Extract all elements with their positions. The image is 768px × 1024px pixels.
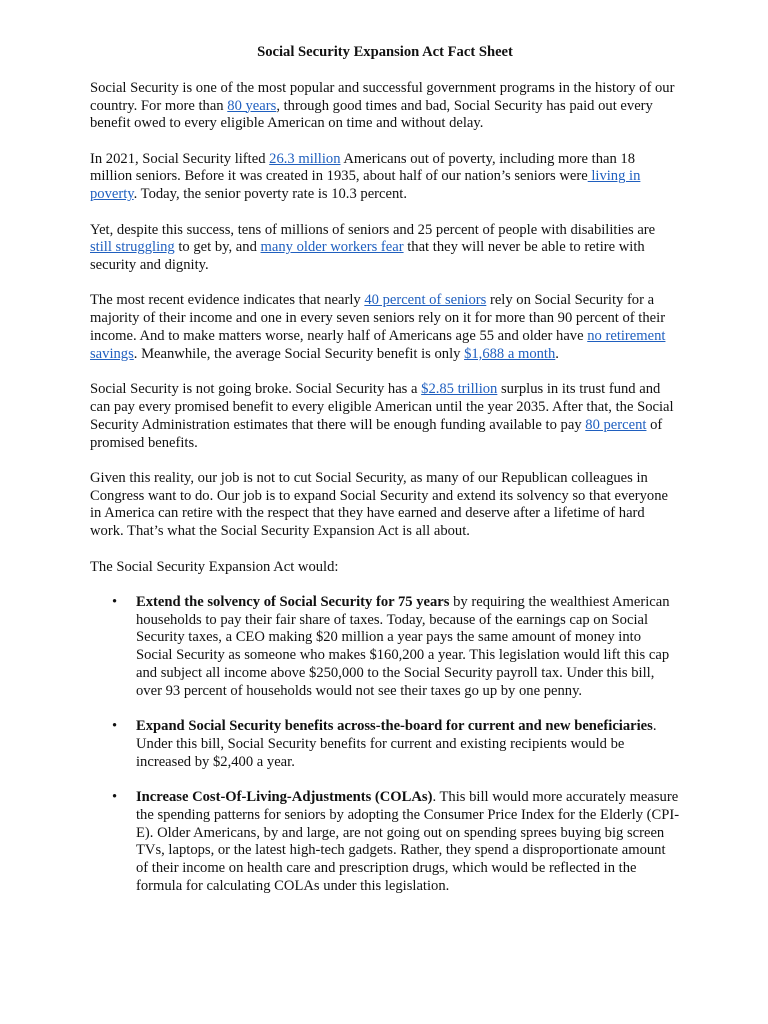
- paragraph-text: Social Security is not going broke. Social Security has a: [90, 381, 422, 398]
- provision-heading: Extend the solvency of Social Security for 75 years: [136, 593, 450, 610]
- link-living-in-poverty[interactable]: living in poverty: [90, 168, 641, 203]
- paragraph-poverty: [90, 151, 680, 204]
- provisions-list: [90, 594, 680, 896]
- paragraph-text: Yet, despite this success, tens of millions of seniors and 25 percent of people with disabilities are: [90, 221, 656, 238]
- paragraph-text: Social Security is one of the most popular and successful government programs in the history of our country. For more than: [90, 79, 675, 114]
- paragraph-not-broke: [90, 381, 680, 452]
- provision-text: . Under this bill, Social Security benefits for current and existing recipients would be increased by $2,400 a year.: [136, 718, 657, 770]
- link-no-retirement-savings[interactable]: no retirement savings: [90, 328, 666, 362]
- bullet-icon: •: [112, 789, 118, 805]
- paragraph-reality: Given this reality, our job is not to cut Social Security, as many of our Republican colleagues in Congress want to do. Our job is to expand Social Security and extend its solvency so that everyone in America can retire with the respect that they have earned and deserve after a lifetime of hard work. That’s what the Social Security Expansion Act is all about.: [90, 469, 668, 540]
- provision-text: by requiring the wealthiest American households to pay their fair share of taxes. Today, because of the earnings cap on Social Security taxes, a CEO making $20 million a year pays the same amount of money into Social Security as someone who makes $160,200 a year. This legislation would lift this cap and subject all income above $250,000 to the Social Security payroll tax. Under this bill, over 93 percent of households would not see their taxes go up by one penny.: [136, 593, 670, 699]
- link-80-years[interactable]: 80 years: [227, 97, 277, 114]
- link-older-workers-fear[interactable]: many older workers fear: [260, 239, 404, 256]
- list-item-colas: [90, 789, 680, 896]
- paragraph-text: Americans out of poverty, including more than 18 million seniors. Before it was created in 1935, about half of our nation’s seniors were: [90, 150, 636, 185]
- paragraph-text: of promised benefits.: [90, 416, 663, 451]
- paragraph-act-would: The Social Security Expansion Act would:: [90, 558, 339, 575]
- paragraph-struggling: [90, 222, 680, 275]
- paragraph-text: In 2021, Social Security lifted: [90, 150, 270, 167]
- bullet-icon: •: [112, 718, 118, 735]
- paragraph-text: , through good times and bad, Social Security has paid out every benefit owed to every eligible American on time and without delay.: [90, 97, 653, 132]
- link-average-benefit[interactable]: $1,688 a month: [464, 345, 556, 362]
- link-80-percent[interactable]: 80 percent: [585, 416, 647, 433]
- paragraph-text: The most recent evidence indicates that nearly: [90, 292, 365, 309]
- paragraph-text: rely on Social Security for a majority of their income and one in every seven seniors rely on it for more than 90 percent of their income. And to make matters worse, nearly half of Americans age 55 and older have: [90, 292, 666, 345]
- link-40-percent-seniors[interactable]: 40 percent of seniors: [364, 292, 487, 309]
- link-26-million[interactable]: 26.3 million: [269, 150, 341, 167]
- list-item-benefits: [90, 718, 680, 771]
- paragraph-text: to get by, and: [174, 239, 261, 256]
- provision-heading: Increase Cost-Of-Living-Adjustments (COLAs): [136, 789, 433, 805]
- paragraph-text: that they will never be able to retire with security and dignity.: [90, 239, 645, 274]
- link-trust-fund-surplus[interactable]: $2.85 trillion: [421, 381, 498, 398]
- paragraph-text: . Meanwhile, the average Social Security benefit is only: [133, 345, 465, 362]
- paragraph-text: surplus in its trust fund and can pay every promised benefit to every eligible American until the year 2035. After that, the Social Security Administration estimates that there will be enough funding available to pay: [90, 381, 674, 433]
- list-item-solvency: [90, 594, 680, 701]
- document-title: Social Security Expansion Act Fact Sheet: [257, 44, 513, 60]
- paragraph-evidence: [90, 292, 680, 363]
- provision-heading: Expand Social Security benefits across-the-board for current and new beneficiaries: [136, 718, 653, 735]
- bullet-icon: •: [112, 593, 118, 610]
- paragraph-text: . Today, the senior poverty rate is 10.3 percent.: [133, 186, 407, 203]
- paragraph-intro: [90, 80, 680, 133]
- provision-text: . This bill would more accurately measure the spending patterns for seniors by adopting the Consumer Price Index for the Elderly (CPI-E). Older Americans, by and large, are not going out on spending sprees buying big screen TVs, laptops, or the latest high-tech gadgets. Rather, they spend a disproportionate amount of their income on health care and prescription drugs, which would be reflected in the formula for calculating COLAs under this legislation.: [136, 789, 680, 894]
- link-still-struggling[interactable]: still struggling: [90, 239, 175, 256]
- document-page: [90, 44, 680, 913]
- paragraph-text: .: [555, 345, 559, 362]
